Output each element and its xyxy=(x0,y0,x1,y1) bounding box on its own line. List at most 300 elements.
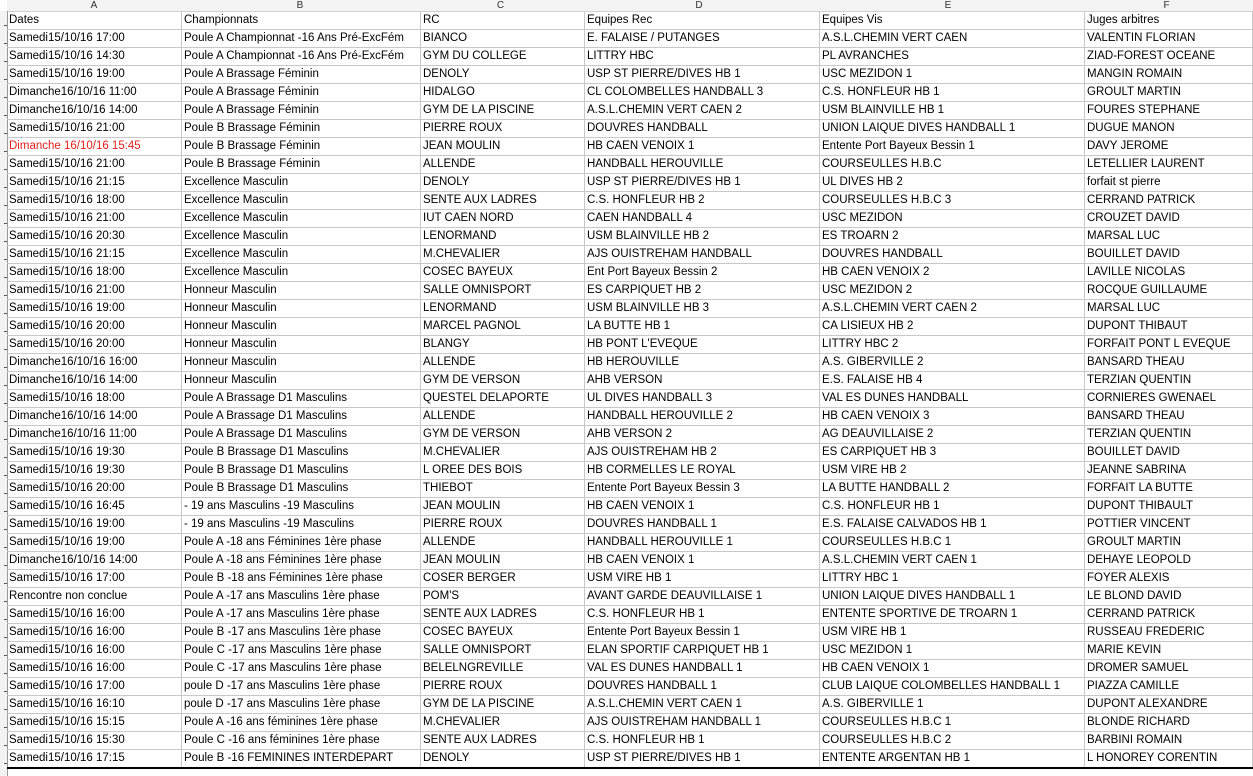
date-cell[interactable]: Samedi15/10/16 17:15 xyxy=(7,750,182,769)
row-header[interactable] xyxy=(0,353,7,371)
rc-cell[interactable]: HIDALGO xyxy=(421,84,585,102)
rc-cell[interactable]: ALLENDE xyxy=(421,156,585,174)
rc-cell[interactable]: GYM DE LA PISCINE xyxy=(421,696,585,714)
rc-cell[interactable]: COSER BERGER xyxy=(421,570,585,588)
juge-cell[interactable]: FOYER ALEXIS xyxy=(1085,570,1253,588)
equipe-rec-cell[interactable]: AHB VERSON xyxy=(585,372,820,390)
row-header[interactable] xyxy=(0,407,7,425)
row-header[interactable] xyxy=(0,47,7,65)
equipe-rec-cell[interactable]: USM BLAINVILLE HB 2 xyxy=(585,228,820,246)
date-cell[interactable]: Samedi15/10/16 16:00 xyxy=(7,642,182,660)
equipe-rec-cell[interactable]: VAL ES DUNES HANDBALL 1 xyxy=(585,660,820,678)
date-cell[interactable]: Samedi15/10/16 19:00 xyxy=(7,66,182,84)
date-cell[interactable]: Dimanche16/10/16 14:00 xyxy=(7,102,182,120)
row-header[interactable] xyxy=(0,587,7,605)
equipe-rec-cell[interactable]: AJS OUISTREHAM HB 2 xyxy=(585,444,820,462)
championnat-cell[interactable]: Honneur Masculin xyxy=(182,300,421,318)
equipe-vis-cell[interactable]: USM BLAINVILLE HB 1 xyxy=(820,102,1085,120)
equipe-vis-cell[interactable]: USC MEZIDON 1 xyxy=(820,642,1085,660)
rc-cell[interactable]: GYM DE LA PISCINE xyxy=(421,102,585,120)
juge-cell[interactable]: CERRAND PATRICK xyxy=(1085,606,1253,624)
row-header[interactable] xyxy=(0,443,7,461)
juge-cell[interactable]: LAVILLE NICOLAS xyxy=(1085,264,1253,282)
rc-cell[interactable]: JEAN MOULIN xyxy=(421,138,585,156)
row-header[interactable] xyxy=(0,695,7,713)
championnat-cell[interactable]: Poule B Brassage D1 Masculins xyxy=(182,444,421,462)
juge-cell[interactable]: DROMER SAMUEL xyxy=(1085,660,1253,678)
equipe-rec-cell[interactable]: AJS OUISTREHAM HANDBALL xyxy=(585,246,820,264)
equipe-vis-cell[interactable]: COURSEULLES H.B.C 1 xyxy=(820,534,1085,552)
championnat-cell[interactable]: Poule A Championnat -16 Ans Pré-ExcFém xyxy=(182,30,421,48)
championnat-cell[interactable]: Poule B Brassage D1 Masculins xyxy=(182,480,421,498)
championnat-cell[interactable]: Excellence Masculin xyxy=(182,228,421,246)
equipe-vis-cell[interactable]: UL DIVES HB 2 xyxy=(820,174,1085,192)
juge-cell[interactable]: TERZIAN QUENTIN xyxy=(1085,372,1253,390)
row-header[interactable] xyxy=(0,425,7,443)
date-cell[interactable]: Samedi15/10/16 20:00 xyxy=(7,318,182,336)
equipe-rec-cell[interactable]: USP ST PIERRE/DIVES HB 1 xyxy=(585,174,820,192)
row-header[interactable] xyxy=(0,335,7,353)
championnat-cell[interactable]: Excellence Masculin xyxy=(182,192,421,210)
championnat-cell[interactable]: Poule A Championnat -16 Ans Pré-ExcFém xyxy=(182,48,421,66)
championnat-cell[interactable]: Poule C -16 ans féminines 1ère phase xyxy=(182,732,421,750)
date-cell[interactable]: Samedi15/10/16 19:30 xyxy=(7,444,182,462)
juge-cell[interactable]: TERZIAN QUENTIN xyxy=(1085,426,1253,444)
equipe-rec-cell[interactable]: CL COLOMBELLES HANDBALL 3 xyxy=(585,84,820,102)
juge-cell[interactable]: VALENTIN FLORIAN xyxy=(1085,30,1253,48)
date-cell[interactable]: Samedi15/10/16 17:00 xyxy=(7,570,182,588)
rc-cell[interactable]: ALLENDE xyxy=(421,354,585,372)
juge-cell[interactable]: forfait st pierre xyxy=(1085,174,1253,192)
row-header[interactable] xyxy=(0,281,7,299)
equipe-rec-cell[interactable]: C.S. HONFLEUR HB 1 xyxy=(585,732,820,750)
row-header[interactable] xyxy=(0,623,7,641)
championnat-cell[interactable]: Poule B Brassage Féminin xyxy=(182,156,421,174)
juge-cell[interactable]: BOUILLET DAVID xyxy=(1085,246,1253,264)
date-cell[interactable]: Samedi15/10/16 19:30 xyxy=(7,462,182,480)
juge-cell[interactable]: MARSAL LUC xyxy=(1085,300,1253,318)
equipe-vis-cell[interactable]: ENTENTE ARGENTAN HB 1 xyxy=(820,750,1085,769)
championnat-cell[interactable]: poule D -17 ans Masculins 1ère phase xyxy=(182,696,421,714)
row-header[interactable] xyxy=(0,749,7,767)
juge-cell[interactable]: DUPONT THIBAULT xyxy=(1085,498,1253,516)
equipe-vis-cell[interactable]: HB CAEN VENOIX 2 xyxy=(820,264,1085,282)
equipe-rec-cell[interactable]: USP ST PIERRE/DIVES HB 1 xyxy=(585,750,820,769)
row-header[interactable] xyxy=(0,641,7,659)
championnat-cell[interactable]: Excellence Masculin xyxy=(182,174,421,192)
championnat-cell[interactable]: Poule B -17 ans Masculins 1ère phase xyxy=(182,624,421,642)
equipe-vis-cell[interactable]: LA BUTTE HANDBALL 2 xyxy=(820,480,1085,498)
championnat-cell[interactable]: Poule A -18 ans Féminines 1ère phase xyxy=(182,552,421,570)
date-cell[interactable]: Samedi15/10/16 14:30 xyxy=(7,48,182,66)
juge-cell[interactable]: JEANNE SABRINA xyxy=(1085,462,1253,480)
row-header[interactable] xyxy=(0,389,7,407)
equipe-vis-cell[interactable]: E.S. FALAISE CALVADOS HB 1 xyxy=(820,516,1085,534)
rc-cell[interactable]: SALLE OMNISPORT xyxy=(421,642,585,660)
championnat-cell[interactable]: Poule B -18 ans Féminines 1ère phase xyxy=(182,570,421,588)
juge-cell[interactable]: BANSARD THEAU xyxy=(1085,408,1253,426)
equipe-rec-cell[interactable]: E. FALAISE / PUTANGES xyxy=(585,30,820,48)
equipe-vis-cell[interactable]: A.S.L.CHEMIN VERT CAEN xyxy=(820,30,1085,48)
juge-cell[interactable]: BARBINI ROMAIN xyxy=(1085,732,1253,750)
date-cell[interactable]: Samedi15/10/16 16:45 xyxy=(7,498,182,516)
equipe-vis-cell[interactable]: ES TROARN 2 xyxy=(820,228,1085,246)
row-header[interactable] xyxy=(0,155,7,173)
championnat-cell[interactable]: poule D -17 ans Masculins 1ère phase xyxy=(182,678,421,696)
championnat-cell[interactable]: Poule C -17 ans Masculins 1ère phase xyxy=(182,660,421,678)
equipe-vis-cell[interactable]: VAL ES DUNES HANDBALL xyxy=(820,390,1085,408)
date-cell[interactable]: Samedi15/10/16 21:00 xyxy=(7,120,182,138)
column-letter-f[interactable]: F xyxy=(1080,0,1253,12)
equipe-rec-cell[interactable]: HB PONT L'EVEQUE xyxy=(585,336,820,354)
championnat-cell[interactable]: Excellence Masculin xyxy=(182,246,421,264)
juge-cell[interactable]: L HONOREY CORENTIN xyxy=(1085,750,1253,769)
row-header[interactable] xyxy=(0,101,7,119)
column-header-rc[interactable]: RC xyxy=(421,12,585,30)
equipe-vis-cell[interactable]: COURSEULLES H.B.C 1 xyxy=(820,714,1085,732)
juge-cell[interactable]: BLONDE RICHARD xyxy=(1085,714,1253,732)
rc-cell[interactable]: SENTE AUX LADRES xyxy=(421,606,585,624)
date-cell[interactable]: Samedi15/10/16 19:00 xyxy=(7,300,182,318)
equipe-rec-cell[interactable]: USP ST PIERRE/DIVES HB 1 xyxy=(585,66,820,84)
equipe-vis-cell[interactable]: C.S. HONFLEUR HB 1 xyxy=(820,84,1085,102)
equipe-rec-cell[interactable]: A.S.L.CHEMIN VERT CAEN 1 xyxy=(585,696,820,714)
row-header[interactable] xyxy=(0,299,7,317)
rc-cell[interactable]: M.CHEVALIER xyxy=(421,444,585,462)
row-header[interactable] xyxy=(0,497,7,515)
equipe-rec-cell[interactable]: ES CARPIQUET HB 2 xyxy=(585,282,820,300)
rc-cell[interactable]: GYM DE VERSON xyxy=(421,372,585,390)
equipe-rec-cell[interactable]: HB CAEN VENOIX 1 xyxy=(585,552,820,570)
column-header-equipe-rec[interactable]: Equipes Rec xyxy=(585,12,820,30)
championnat-cell[interactable]: Poule A Brassage D1 Masculins xyxy=(182,426,421,444)
row-header[interactable] xyxy=(0,317,7,335)
championnat-cell[interactable]: Excellence Masculin xyxy=(182,210,421,228)
equipe-rec-cell[interactable]: C.S. HONFLEUR HB 2 xyxy=(585,192,820,210)
rc-cell[interactable]: LENORMAND xyxy=(421,228,585,246)
rc-cell[interactable]: COSEC BAYEUX xyxy=(421,624,585,642)
juge-cell[interactable]: ZIAD-FOREST OCEANE xyxy=(1085,48,1253,66)
row-header[interactable] xyxy=(0,83,7,101)
equipe-vis-cell[interactable]: PL AVRANCHES xyxy=(820,48,1085,66)
date-cell[interactable]: Samedi15/10/16 16:00 xyxy=(7,624,182,642)
rc-cell[interactable]: M.CHEVALIER xyxy=(421,714,585,732)
equipe-vis-cell[interactable]: HB CAEN VENOIX 1 xyxy=(820,660,1085,678)
rc-cell[interactable]: JEAN MOULIN xyxy=(421,498,585,516)
equipe-vis-cell[interactable]: USM VIRE HB 1 xyxy=(820,624,1085,642)
date-cell[interactable]: Samedi15/10/16 21:15 xyxy=(7,246,182,264)
equipe-rec-cell[interactable]: AHB VERSON 2 xyxy=(585,426,820,444)
rc-cell[interactable]: POM'S xyxy=(421,588,585,606)
equipe-rec-cell[interactable]: Ent Port Bayeux Bessin 2 xyxy=(585,264,820,282)
rc-cell[interactable]: M.CHEVALIER xyxy=(421,246,585,264)
equipe-rec-cell[interactable]: DOUVRES HANDBALL 1 xyxy=(585,678,820,696)
championnat-cell[interactable]: Honneur Masculin xyxy=(182,372,421,390)
juge-cell[interactable]: CROUZET DAVID xyxy=(1085,210,1253,228)
rc-cell[interactable]: ALLENDE xyxy=(421,408,585,426)
date-cell[interactable]: Samedi15/10/16 19:00 xyxy=(7,516,182,534)
equipe-vis-cell[interactable]: COURSEULLES H.B.C 3 xyxy=(820,192,1085,210)
date-cell[interactable]: Samedi15/10/16 19:00 xyxy=(7,534,182,552)
equipe-vis-cell[interactable]: ENTENTE SPORTIVE DE TROARN 1 xyxy=(820,606,1085,624)
date-cell[interactable]: Dimanche16/10/16 14:00 xyxy=(7,408,182,426)
equipe-rec-cell[interactable]: USM VIRE HB 1 xyxy=(585,570,820,588)
date-cell[interactable]: Rencontre non conclue xyxy=(7,588,182,606)
row-header[interactable] xyxy=(0,479,7,497)
date-cell[interactable]: Samedi15/10/16 16:00 xyxy=(7,606,182,624)
equipe-rec-cell[interactable]: HANDBALL HEROUVILLE xyxy=(585,156,820,174)
row-header[interactable] xyxy=(0,569,7,587)
juge-cell[interactable]: LETELLIER LAURENT xyxy=(1085,156,1253,174)
equipe-rec-cell[interactable]: UL DIVES HANDBALL 3 xyxy=(585,390,820,408)
date-cell[interactable]: Samedi15/10/16 17:00 xyxy=(7,678,182,696)
date-cell[interactable]: Samedi15/10/16 21:00 xyxy=(7,210,182,228)
championnat-cell[interactable]: Excellence Masculin xyxy=(182,264,421,282)
row-header[interactable] xyxy=(0,677,7,695)
column-letter-e[interactable]: E xyxy=(816,0,1080,12)
row-header[interactable] xyxy=(0,605,7,623)
row-header[interactable] xyxy=(0,137,7,155)
date-cell[interactable]: Samedi15/10/16 18:00 xyxy=(7,390,182,408)
row-header[interactable] xyxy=(0,29,7,47)
rc-cell[interactable]: QUESTEL DELAPORTE xyxy=(421,390,585,408)
equipe-vis-cell[interactable]: A.S. GIBERVILLE 1 xyxy=(820,696,1085,714)
rc-cell[interactable]: GYM DE VERSON xyxy=(421,426,585,444)
column-letter-d[interactable]: D xyxy=(582,0,816,12)
equipe-vis-cell[interactable]: COURSEULLES H.B.C 2 xyxy=(820,732,1085,750)
juge-cell[interactable]: FOURES STEPHANE xyxy=(1085,102,1253,120)
equipe-rec-cell[interactable]: HB CAEN VENOIX 1 xyxy=(585,498,820,516)
equipe-vis-cell[interactable]: Entente Port Bayeux Bessin 1 xyxy=(820,138,1085,156)
row-header[interactable] xyxy=(0,245,7,263)
championnat-cell[interactable]: Poule A Brassage D1 Masculins xyxy=(182,408,421,426)
juge-cell[interactable]: DUGUE MANON xyxy=(1085,120,1253,138)
rc-cell[interactable]: SALLE OMNISPORT xyxy=(421,282,585,300)
row-header[interactable] xyxy=(0,461,7,479)
juge-cell[interactable]: RUSSEAU FREDERIC xyxy=(1085,624,1253,642)
championnat-cell[interactable]: - 19 ans Masculins -19 Masculins xyxy=(182,516,421,534)
column-header-equipe-vis[interactable]: Equipes Vis xyxy=(820,12,1085,30)
equipe-vis-cell[interactable]: A.S. GIBERVILLE 2 xyxy=(820,354,1085,372)
juge-cell[interactable]: DUPONT ALEXANDRE xyxy=(1085,696,1253,714)
row-header[interactable] xyxy=(0,731,7,749)
equipe-vis-cell[interactable]: ES CARPIQUET HB 3 xyxy=(820,444,1085,462)
championnat-cell[interactable]: Poule A Brassage D1 Masculins xyxy=(182,390,421,408)
juge-cell[interactable]: BOUILLET DAVID xyxy=(1085,444,1253,462)
championnat-cell[interactable]: Poule A -16 ans féminines 1ère phase xyxy=(182,714,421,732)
row-header[interactable] xyxy=(0,209,7,227)
championnat-cell[interactable]: Poule C -17 ans Masculins 1ère phase xyxy=(182,642,421,660)
rc-cell[interactable]: DENOLY xyxy=(421,66,585,84)
championnat-cell[interactable]: Poule B Brassage D1 Masculins xyxy=(182,462,421,480)
rc-cell[interactable]: BELELNGREVILLE xyxy=(421,660,585,678)
championnat-cell[interactable]: Poule B -16 FEMININES INTERDEPART xyxy=(182,750,421,769)
championnat-cell[interactable]: Poule A Brassage Féminin xyxy=(182,102,421,120)
date-cell[interactable]: Dimanche16/10/16 11:00 xyxy=(7,426,182,444)
rc-cell[interactable]: PIERRE ROUX xyxy=(421,120,585,138)
date-cell[interactable]: Samedi15/10/16 15:15 xyxy=(7,714,182,732)
rc-cell[interactable]: SENTE AUX LADRES xyxy=(421,732,585,750)
row-header[interactable] xyxy=(0,191,7,209)
juge-cell[interactable]: MARIE KEVIN xyxy=(1085,642,1253,660)
rc-cell[interactable]: DENOLY xyxy=(421,174,585,192)
juge-cell[interactable]: MARSAL LUC xyxy=(1085,228,1253,246)
column-letter-a[interactable]: A xyxy=(7,0,181,12)
equipe-rec-cell[interactable]: HANDBALL HEROUVILLE 1 xyxy=(585,534,820,552)
equipe-vis-cell[interactable]: HB CAEN VENOIX 3 xyxy=(820,408,1085,426)
equipe-rec-cell[interactable]: ELAN SPORTIF CARPIQUET HB 1 xyxy=(585,642,820,660)
row-header[interactable] xyxy=(0,713,7,731)
equipe-rec-cell[interactable]: AJS OUISTREHAM HANDBALL 1 xyxy=(585,714,820,732)
rc-cell[interactable]: LENORMAND xyxy=(421,300,585,318)
juge-cell[interactable]: POTTIER VINCENT xyxy=(1085,516,1253,534)
juge-cell[interactable]: GROULT MARTIN xyxy=(1085,84,1253,102)
juge-cell[interactable]: MANGIN ROMAIN xyxy=(1085,66,1253,84)
juge-cell[interactable]: BANSARD THEAU xyxy=(1085,354,1253,372)
championnat-cell[interactable]: Poule A Brassage Féminin xyxy=(182,84,421,102)
championnat-cell[interactable]: Poule B Brassage Féminin xyxy=(182,138,421,156)
equipe-rec-cell[interactable]: LA BUTTE HB 1 xyxy=(585,318,820,336)
date-cell[interactable]: Samedi15/10/16 20:00 xyxy=(7,336,182,354)
row-header[interactable] xyxy=(0,263,7,281)
juge-cell[interactable]: DEHAYE LEOPOLD xyxy=(1085,552,1253,570)
juge-cell[interactable]: PIAZZA CAMILLE xyxy=(1085,678,1253,696)
equipe-vis-cell[interactable]: CA LISIEUX HB 2 xyxy=(820,318,1085,336)
rc-cell[interactable]: L OREE DES BOIS xyxy=(421,462,585,480)
equipe-vis-cell[interactable]: UNION LAIQUE DIVES HANDBALL 1 xyxy=(820,588,1085,606)
equipe-vis-cell[interactable]: C.S. HONFLEUR HB 1 xyxy=(820,498,1085,516)
equipe-rec-cell[interactable]: HB CORMELLES LE ROYAL xyxy=(585,462,820,480)
juge-cell[interactable]: FORFAIT LA BUTTE xyxy=(1085,480,1253,498)
column-header-championnat[interactable]: Championnats xyxy=(182,12,421,30)
juge-cell[interactable]: ROCQUE GUILLAUME xyxy=(1085,282,1253,300)
date-cell[interactable]: Samedi15/10/16 21:15 xyxy=(7,174,182,192)
equipe-vis-cell[interactable]: USC MEZIDON xyxy=(820,210,1085,228)
juge-cell[interactable]: CERRAND PATRICK xyxy=(1085,192,1253,210)
equipe-rec-cell[interactable]: CAEN HANDBALL 4 xyxy=(585,210,820,228)
equipe-rec-cell[interactable]: USM BLAINVILLE HB 3 xyxy=(585,300,820,318)
equipe-vis-cell[interactable]: USM VIRE HB 2 xyxy=(820,462,1085,480)
rc-cell[interactable]: BIANCO xyxy=(421,30,585,48)
championnat-cell[interactable]: Honneur Masculin xyxy=(182,282,421,300)
juge-cell[interactable]: CORNIERES GWENAEL xyxy=(1085,390,1253,408)
championnat-cell[interactable]: Poule A -17 ans Masculins 1ère phase xyxy=(182,606,421,624)
date-cell[interactable]: Dimanche16/10/16 14:00 xyxy=(7,552,182,570)
equipe-rec-cell[interactable]: HANDBALL HEROUVILLE 2 xyxy=(585,408,820,426)
row-header[interactable] xyxy=(0,533,7,551)
date-cell[interactable]: Samedi15/10/16 21:00 xyxy=(7,156,182,174)
equipe-vis-cell[interactable]: E.S. FALAISE HB 4 xyxy=(820,372,1085,390)
championnat-cell[interactable]: Poule A -18 ans Féminines 1ère phase xyxy=(182,534,421,552)
juge-cell[interactable]: DUPONT THIBAUT xyxy=(1085,318,1253,336)
date-cell[interactable]: Samedi15/10/16 20:30 xyxy=(7,228,182,246)
equipe-rec-cell[interactable]: DOUVRES HANDBALL xyxy=(585,120,820,138)
row-header[interactable] xyxy=(0,515,7,533)
row-header[interactable] xyxy=(0,119,7,137)
championnat-cell[interactable]: Poule B Brassage Féminin xyxy=(182,120,421,138)
rc-cell[interactable]: IUT CAEN NORD xyxy=(421,210,585,228)
championnat-cell[interactable]: Honneur Masculin xyxy=(182,354,421,372)
equipe-vis-cell[interactable]: AG DEAUVILLAISE 2 xyxy=(820,426,1085,444)
date-cell[interactable]: Dimanche16/10/16 11:00 xyxy=(7,84,182,102)
rc-cell[interactable]: SENTE AUX LADRES xyxy=(421,192,585,210)
championnat-cell[interactable]: Poule A -17 ans Masculins 1ère phase xyxy=(182,588,421,606)
row-header[interactable] xyxy=(0,227,7,245)
equipe-rec-cell[interactable]: AVANT GARDE DEAUVILLAISE 1 xyxy=(585,588,820,606)
date-cell[interactable]: Samedi15/10/16 21:00 xyxy=(7,282,182,300)
equipe-vis-cell[interactable]: COURSEULLES H.B.C xyxy=(820,156,1085,174)
equipe-rec-cell[interactable]: C.S. HONFLEUR HB 1 xyxy=(585,606,820,624)
rc-cell[interactable]: PIERRE ROUX xyxy=(421,516,585,534)
equipe-rec-cell[interactable]: HB HEROUVILLE xyxy=(585,354,820,372)
column-header-juge[interactable]: Juges arbitres xyxy=(1085,12,1253,30)
equipe-rec-cell[interactable]: Entente Port Bayeux Bessin 1 xyxy=(585,624,820,642)
championnat-cell[interactable]: Honneur Masculin xyxy=(182,336,421,354)
row-header[interactable] xyxy=(0,11,7,29)
date-cell[interactable]: Samedi15/10/16 15:30 xyxy=(7,732,182,750)
equipe-vis-cell[interactable]: USC MEZIDON 2 xyxy=(820,282,1085,300)
rc-cell[interactable]: PIERRE ROUX xyxy=(421,678,585,696)
equipe-rec-cell[interactable]: HB CAEN VENOIX 1 xyxy=(585,138,820,156)
equipe-vis-cell[interactable]: USC MEZIDON 1 xyxy=(820,66,1085,84)
equipe-rec-cell[interactable]: LITTRY HBC xyxy=(585,48,820,66)
date-cell[interactable]: Samedi15/10/16 16:10 xyxy=(7,696,182,714)
equipe-vis-cell[interactable]: LITTRY HBC 2 xyxy=(820,336,1085,354)
equipe-rec-cell[interactable]: A.S.L.CHEMIN VERT CAEN 2 xyxy=(585,102,820,120)
equipe-vis-cell[interactable]: UNION LAIQUE DIVES HANDBALL 1 xyxy=(820,120,1085,138)
equipe-vis-cell[interactable]: A.S.L.CHEMIN VERT CAEN 1 xyxy=(820,552,1085,570)
rc-cell[interactable]: BLANGY xyxy=(421,336,585,354)
rc-cell[interactable]: THIEBOT xyxy=(421,480,585,498)
row-header[interactable] xyxy=(0,551,7,569)
row-header[interactable] xyxy=(0,659,7,677)
row-header[interactable] xyxy=(0,173,7,191)
equipe-vis-cell[interactable]: LITTRY HBC 1 xyxy=(820,570,1085,588)
juge-cell[interactable]: LE BLOND DAVID xyxy=(1085,588,1253,606)
rc-cell[interactable]: COSEC BAYEUX xyxy=(421,264,585,282)
date-cell[interactable]: Samedi15/10/16 18:00 xyxy=(7,264,182,282)
equipe-vis-cell[interactable]: A.S.L.CHEMIN VERT CAEN 2 xyxy=(820,300,1085,318)
column-letter-c[interactable]: C xyxy=(419,0,582,12)
juge-cell[interactable]: FORFAIT PONT L EVEQUE xyxy=(1085,336,1253,354)
row-header[interactable] xyxy=(0,371,7,389)
rc-cell[interactable]: ALLENDE xyxy=(421,534,585,552)
equipe-rec-cell[interactable]: Entente Port Bayeux Bessin 3 xyxy=(585,480,820,498)
date-cell[interactable]: Dimanche16/10/16 16:00 xyxy=(7,354,182,372)
date-cell[interactable]: Samedi15/10/16 17:00 xyxy=(7,30,182,48)
date-cell[interactable]: Samedi15/10/16 20:00 xyxy=(7,480,182,498)
juge-cell[interactable]: GROULT MARTIN xyxy=(1085,534,1253,552)
rc-cell[interactable]: MARCEL PAGNOL xyxy=(421,318,585,336)
juge-cell[interactable]: DAVY JEROME xyxy=(1085,138,1253,156)
rc-cell[interactable]: GYM DU COLLEGE xyxy=(421,48,585,66)
equipe-rec-cell[interactable]: DOUVRES HANDBALL 1 xyxy=(585,516,820,534)
championnat-cell[interactable]: - 19 ans Masculins -19 Masculins xyxy=(182,498,421,516)
equipe-vis-cell[interactable]: DOUVRES HANDBALL xyxy=(820,246,1085,264)
championnat-cell[interactable]: Poule A Brassage Féminin xyxy=(182,66,421,84)
date-cell[interactable]: Samedi15/10/16 18:00 xyxy=(7,192,182,210)
rc-cell[interactable]: DENOLY xyxy=(421,750,585,769)
row-header[interactable] xyxy=(0,65,7,83)
column-header-date[interactable]: Dates xyxy=(7,12,182,30)
date-cell[interactable]: Dimanche 16/10/16 15:45 xyxy=(7,138,182,156)
date-cell[interactable]: Dimanche16/10/16 14:00 xyxy=(7,372,182,390)
championnat-cell[interactable]: Honneur Masculin xyxy=(182,318,421,336)
date-cell[interactable]: Samedi15/10/16 16:00 xyxy=(7,660,182,678)
rc-cell[interactable]: JEAN MOULIN xyxy=(421,552,585,570)
equipe-vis-cell[interactable]: CLUB LAIQUE COLOMBELLES HANDBALL 1 xyxy=(820,678,1085,696)
column-letter-b[interactable]: B xyxy=(181,0,419,12)
